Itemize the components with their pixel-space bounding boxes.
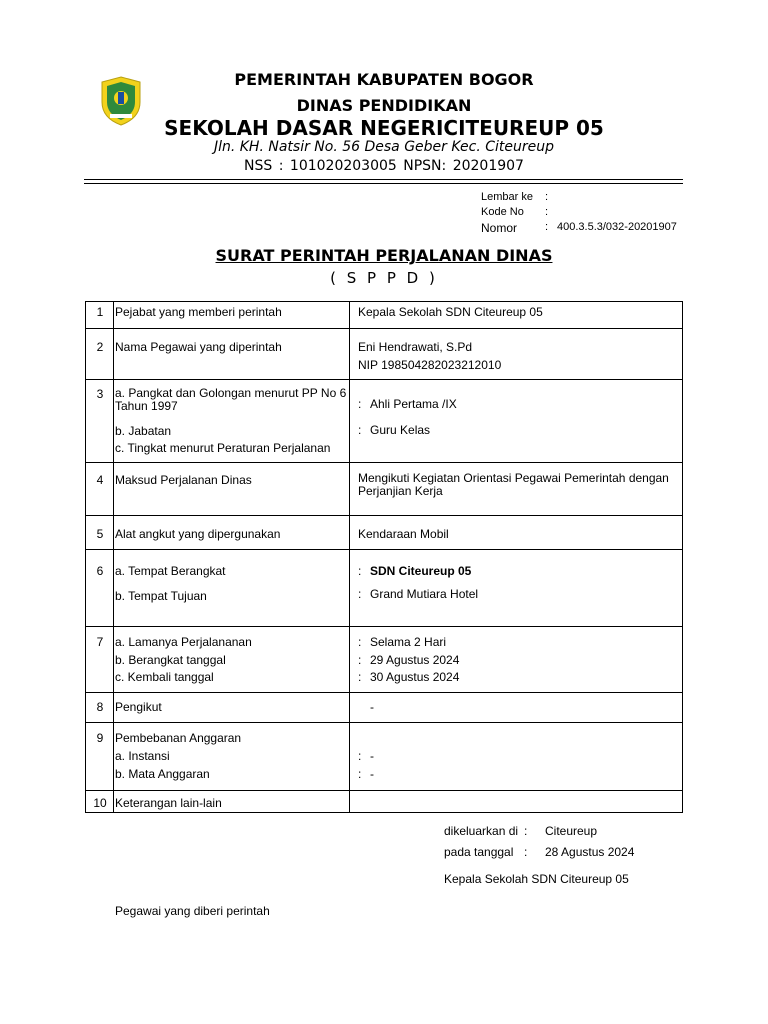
- kode-colon: :: [545, 206, 549, 218]
- issued-at-colon: :: [524, 824, 528, 838]
- header-divider-top: [84, 179, 683, 180]
- trip-purpose: Mengikuti Kegiatan Orientasi Pegawai Pemerintah dengan Perjanjian Kerja: [358, 471, 669, 498]
- header-department: DINAS PENDIDIKAN: [296, 96, 472, 115]
- row-number: 2: [96, 340, 104, 354]
- header-school-name: SEKOLAH DASAR NEGERICITEUREUP 05: [164, 116, 604, 140]
- nomor-label: Nomor: [481, 221, 518, 235]
- value-colon: :: [358, 587, 362, 601]
- table-row-divider: [86, 379, 682, 380]
- header-address: Jln. KH. Natsir No. 56 Desa Geber Kec. Citeureup: [213, 139, 555, 155]
- header-nss-npsn: NSS : 101020203005 NPSN: 20201907: [244, 158, 524, 174]
- row-label-b: b. Mata Anggaran: [115, 767, 210, 781]
- document-subtitle: ( S P P D ): [330, 269, 438, 287]
- departure-place: SDN Citeureup 05: [370, 564, 472, 578]
- row-label-b: b. Jabatan: [115, 424, 172, 438]
- table-row-divider: [86, 692, 682, 693]
- transport-value: Kendaraan Mobil: [358, 527, 449, 541]
- document-title: SURAT PERINTAH PERJALANAN DINAS: [215, 246, 553, 265]
- lembar-label: Lembar ke: [481, 191, 533, 203]
- value-colon: :: [358, 564, 362, 578]
- value-colon: :: [358, 423, 362, 437]
- header-government: PEMERINTAH KABUPATEN BOGOR: [234, 70, 534, 89]
- table-row-divider: [86, 790, 682, 791]
- departure-date: 29 Agustus 2024: [370, 653, 460, 667]
- row-number: 3: [96, 387, 104, 401]
- budget-value: -: [370, 767, 374, 781]
- table-row-divider: [86, 515, 682, 516]
- row-label: Maksud Perjalanan Dinas: [115, 473, 252, 487]
- row-number: 1: [96, 305, 104, 319]
- row-number: 5: [96, 527, 104, 541]
- employee-nip: NIP 198504282023212010: [358, 358, 502, 372]
- row-label-c: c. Kembali tanggal: [115, 670, 214, 684]
- trip-duration: Selama 2 Hari: [370, 635, 447, 649]
- value-colon: :: [358, 635, 362, 649]
- value-colon: :: [358, 670, 362, 684]
- issued-date-label: pada tanggal: [444, 845, 514, 859]
- row-label: Nama Pegawai yang diperintah: [115, 340, 282, 354]
- value-colon: :: [358, 749, 362, 763]
- row-label-b: b. Tempat Tujuan: [115, 589, 207, 603]
- issued-date-colon: :: [524, 845, 528, 859]
- nomor-colon: :: [545, 221, 549, 233]
- row-value: Kepala Sekolah SDN Citeureup 05: [358, 305, 543, 319]
- row-number: 7: [96, 635, 104, 649]
- row-label: Pejabat yang memberi perintah: [115, 305, 282, 319]
- row-label-a: a. Tempat Berangkat: [115, 564, 226, 578]
- value-colon: :: [358, 767, 362, 781]
- sppd-table: [85, 301, 683, 813]
- row-number: 4: [96, 473, 104, 487]
- row-number: 6: [96, 564, 104, 578]
- table-row-divider: [86, 626, 682, 627]
- row-label-c: c. Tingkat menurut Peraturan Perjalanan: [115, 441, 331, 455]
- employee-name: Eni Hendrawati, S.Pd: [358, 340, 473, 354]
- table-row-divider: [86, 722, 682, 723]
- value-colon: :: [358, 397, 362, 411]
- row-number: 9: [96, 731, 104, 745]
- row-label: Pembebanan Anggaran: [115, 731, 242, 745]
- row-label-a: a. Lamanya Perjalananan: [115, 635, 252, 649]
- table-row-divider: [86, 549, 682, 550]
- rank-value: Ahli Pertama /IX: [370, 397, 457, 411]
- table-row-divider: [86, 328, 682, 329]
- issued-date-value: 28 Agustus 2024: [545, 845, 635, 859]
- value-colon: :: [358, 653, 362, 667]
- row-label-a: a. Instansi: [115, 749, 170, 763]
- row-label: Pengikut: [115, 700, 162, 714]
- destination-place: Grand Mutiara Hotel: [370, 587, 479, 601]
- row-number: 8: [96, 700, 104, 714]
- row-label-b: b. Berangkat tanggal: [115, 653, 226, 667]
- row-label-a: a. Pangkat dan Golongan menurut PP No 6 Tahun 1997: [115, 386, 347, 413]
- employee-signature-label: Pegawai yang diberi perintah: [115, 904, 270, 918]
- kode-label: Kode No: [481, 206, 524, 218]
- nomor-value: 400.3.5.3/032-20201907: [557, 221, 677, 233]
- header-divider-bottom: [84, 183, 683, 184]
- row-label: Alat angkut yang dipergunakan: [115, 527, 281, 541]
- issued-at-label: dikeluarkan di: [444, 824, 519, 838]
- issued-at-value: Citeureup: [545, 824, 598, 838]
- signer-title: Kepala Sekolah SDN Citeureup 05: [444, 872, 629, 886]
- row-number: 10: [93, 796, 107, 810]
- row-label: Keterangan lain-lain: [115, 796, 222, 810]
- table-row-divider: [86, 462, 682, 463]
- position-value: Guru Kelas: [370, 423, 431, 437]
- return-date: 30 Agustus 2024: [370, 670, 460, 684]
- followers-value: -: [370, 700, 374, 714]
- agency-value: -: [370, 749, 374, 763]
- lembar-colon: :: [545, 191, 549, 203]
